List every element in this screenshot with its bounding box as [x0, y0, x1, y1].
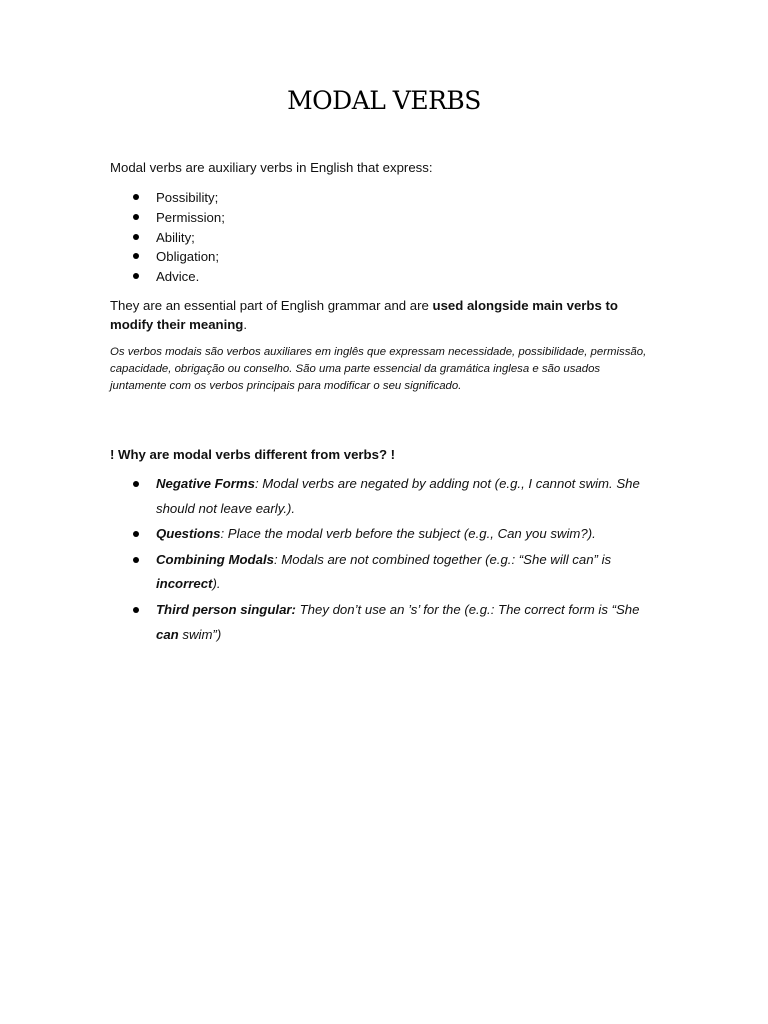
- term-description: : Modals are not combined together (e.g.: “She will can” is: [273, 551, 612, 567]
- list-item-third-person: [110, 598, 655, 647]
- term-description: : Place the modal verb before the subject (e.g., Can you swim?).: [220, 526, 596, 542]
- term-label: Combining Modals: [156, 551, 274, 567]
- section-heading: ! Why are modal verbs different from verbs? !: [110, 447, 396, 462]
- list-item-questions: [110, 522, 655, 547]
- essential-bold-text: used alongside main verbs to modify their meaning: [110, 298, 618, 332]
- term-description-end: ).: [212, 576, 221, 592]
- bullet-icon: [133, 607, 139, 613]
- bullet-icon: [133, 194, 139, 200]
- bullet-icon: [133, 214, 139, 220]
- bullet-icon: [133, 253, 139, 259]
- list-item-text: Possibility;: [156, 190, 219, 205]
- list-item-text: Permission;: [156, 209, 225, 225]
- list-item-negative-forms: [110, 472, 655, 521]
- uses-list: [110, 188, 225, 287]
- term-description: They don’t use an ’s’ for the (e.g.: The correct form is “She: [295, 601, 640, 617]
- list-item-text: Ability;: [156, 229, 195, 245]
- term-emphasis: incorrect: [156, 576, 213, 592]
- term-description: : Modal verbs are negated by adding not (e.g., I cannot swim. She should not leave early.).: [156, 476, 640, 516]
- bullet-icon: [133, 234, 139, 240]
- term-label: Questions: [156, 526, 221, 542]
- list-item: [110, 228, 225, 248]
- list-item: [110, 247, 225, 267]
- bullet-icon: [133, 273, 139, 279]
- list-item-text: Obligation;: [156, 249, 220, 265]
- list-item: [110, 188, 225, 208]
- list-item: [110, 208, 225, 228]
- intro-paragraph: Modal verbs are auxiliary verbs in English that express:: [110, 160, 433, 175]
- bullet-icon: [133, 531, 139, 537]
- term-emphasis: can: [156, 626, 179, 642]
- bullet-icon: [133, 481, 139, 487]
- list-item-text: Advice.: [156, 269, 200, 285]
- list-item: [110, 267, 225, 287]
- essential-text: They are an essential part of English grammar and are: [110, 298, 433, 313]
- bullet-icon: [133, 557, 139, 563]
- term-description-end: swim”): [178, 626, 222, 642]
- essential-end-text: .: [243, 317, 248, 332]
- term-label: Third person singular:: [156, 601, 296, 617]
- list-item-combining-modals: [110, 548, 655, 597]
- differences-list: [110, 472, 655, 648]
- portuguese-translation: Os verbos modais são verbos auxiliares em inglês que expressam necessidade, possibilidade, permissão, capacidade, obrigação ou conselho. São uma parte essencial da gramática inglesa e são usados juntamente com os verbos principais para modificar o seu significado.: [110, 346, 647, 392]
- essential-paragraph: [110, 296, 650, 334]
- term-label: Negative Forms: [156, 476, 255, 491]
- page-title: MODAL VERBS: [287, 86, 481, 115]
